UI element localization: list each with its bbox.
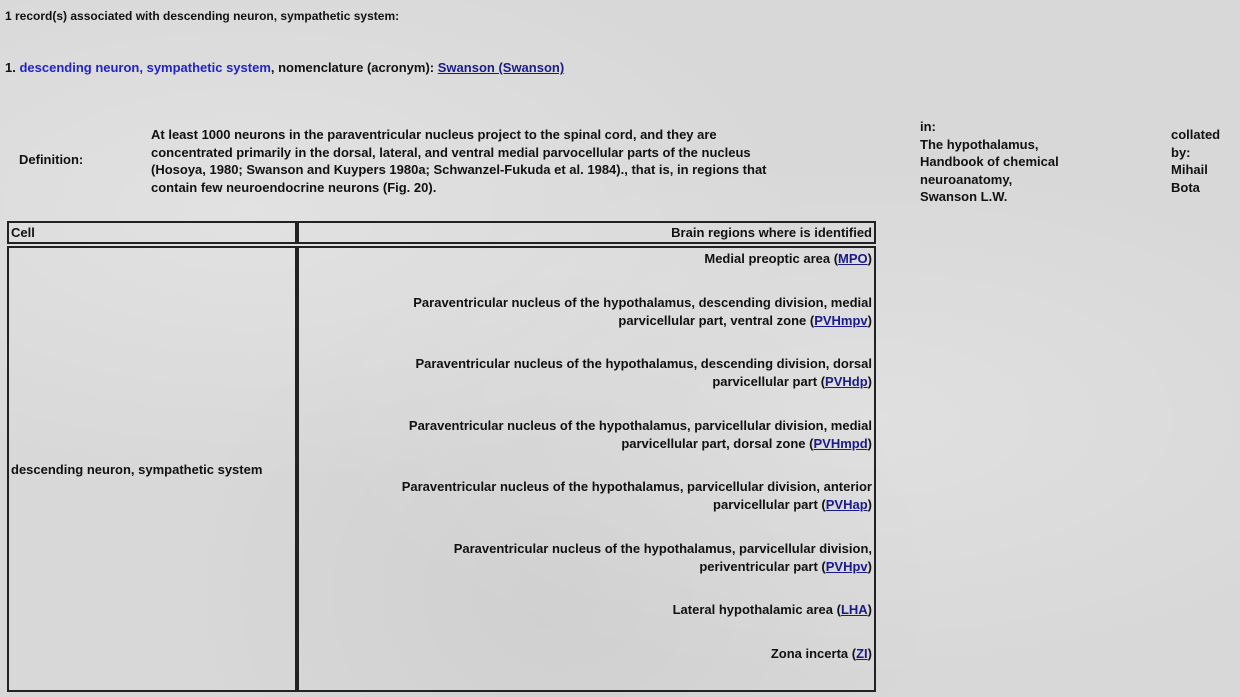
table-header-cell: Cell bbox=[7, 221, 297, 244]
region-item bbox=[771, 645, 872, 663]
region-line: parvicellular part, dorsal zone (PVHmpd) bbox=[621, 435, 872, 451]
region-item bbox=[454, 540, 872, 575]
definition-line: (Hosoya, 1980; Swanson and Kuypers 1980a; Schwanzel-Fukuda et al. 1984)., that is, in regions that bbox=[151, 162, 767, 177]
region-acronym-link[interactable]: ZI bbox=[856, 646, 868, 661]
collated-by bbox=[1171, 126, 1231, 196]
collated-line: Bota bbox=[1171, 179, 1200, 195]
cell-name: descending neuron, sympathetic system bbox=[11, 461, 263, 477]
region-acronym-link[interactable]: MPO bbox=[838, 251, 868, 266]
region-line: parvicellular part, ventral zone (PVHmpv) bbox=[618, 312, 872, 328]
definition-line: contain few neuroendocrine neurons (Fig. 20). bbox=[151, 179, 437, 195]
region-line: Paraventricular nucleus of the hypothalamus, parvicellular division, medial bbox=[408, 418, 872, 433]
region-line: Paraventricular nucleus of the hypothalamus, descending division, dorsal bbox=[415, 356, 872, 371]
region-acronym-link[interactable]: PVHap bbox=[825, 496, 868, 512]
source-line: Handbook of chemical bbox=[920, 154, 1059, 169]
collated-line: Mihail bbox=[1171, 162, 1208, 177]
definition-label: Definition: bbox=[19, 152, 84, 167]
table-header-regions: Brain regions where is identified bbox=[297, 221, 876, 244]
table-cell-column bbox=[7, 246, 297, 692]
region-acronym-link[interactable]: PVHdp bbox=[825, 373, 868, 389]
nomenclature-link[interactable]: Swanson (Swanson) bbox=[437, 60, 565, 75]
region-item bbox=[402, 478, 872, 513]
region-line: Medial preoptic area (MPO) bbox=[704, 251, 872, 266]
region-acronym-link[interactable]: PVHmpd bbox=[813, 435, 868, 451]
region-item bbox=[415, 355, 872, 390]
region-line: Paraventricular nucleus of the hypothalamus, parvicellular division, bbox=[453, 541, 872, 556]
definition-text bbox=[151, 126, 871, 196]
collated-line: collated bbox=[1171, 127, 1221, 142]
region-line: Lateral hypothalamic area (LHA) bbox=[672, 602, 872, 617]
record-line bbox=[5, 60, 564, 75]
source-line: Swanson L.W. bbox=[920, 189, 1008, 204]
region-item bbox=[409, 417, 872, 452]
definition-line: concentrated primarily in the dorsal, lateral, and ventral medial parvocellular parts of the nucleus bbox=[151, 144, 751, 160]
records-summary: 1 record(s) associated with descending neuron, sympathetic system: bbox=[5, 9, 400, 23]
source-reference bbox=[920, 118, 1100, 206]
record-number: 1. bbox=[5, 60, 16, 75]
region-item bbox=[704, 250, 872, 268]
region-acronym-link[interactable]: PVHpv bbox=[825, 558, 868, 574]
region-line: Paraventricular nucleus of the hypothalamus, parvicellular division, anterior bbox=[401, 479, 872, 494]
record-cell-name: descending neuron, sympathetic system bbox=[19, 60, 271, 75]
region-line: Paraventricular nucleus of the hypothalamus, descending division, medial bbox=[413, 295, 872, 310]
brain-regions-list bbox=[297, 246, 876, 692]
definition-line: At least 1000 neurons in the paraventricular nucleus project to the spinal cord, and they are bbox=[151, 127, 717, 142]
source-in-label: in: bbox=[920, 119, 936, 134]
region-item bbox=[673, 601, 872, 619]
region-item bbox=[413, 294, 872, 329]
record-separator: , nomenclature (acronym): bbox=[270, 60, 435, 75]
region-line: Zona incerta (ZI) bbox=[770, 646, 872, 661]
collated-line: by: bbox=[1171, 144, 1191, 160]
region-line: parvicellular part (PVHdp) bbox=[712, 373, 872, 389]
region-line: parvicellular part (PVHap) bbox=[713, 496, 872, 512]
region-acronym-link[interactable]: PVHmpv bbox=[814, 312, 868, 328]
source-line: neuroanatomy, bbox=[920, 171, 1013, 187]
region-acronym-link[interactable]: LHA bbox=[840, 602, 868, 617]
region-line: periventricular part (PVHpv) bbox=[699, 558, 872, 574]
source-line: The hypothalamus, bbox=[920, 136, 1039, 152]
